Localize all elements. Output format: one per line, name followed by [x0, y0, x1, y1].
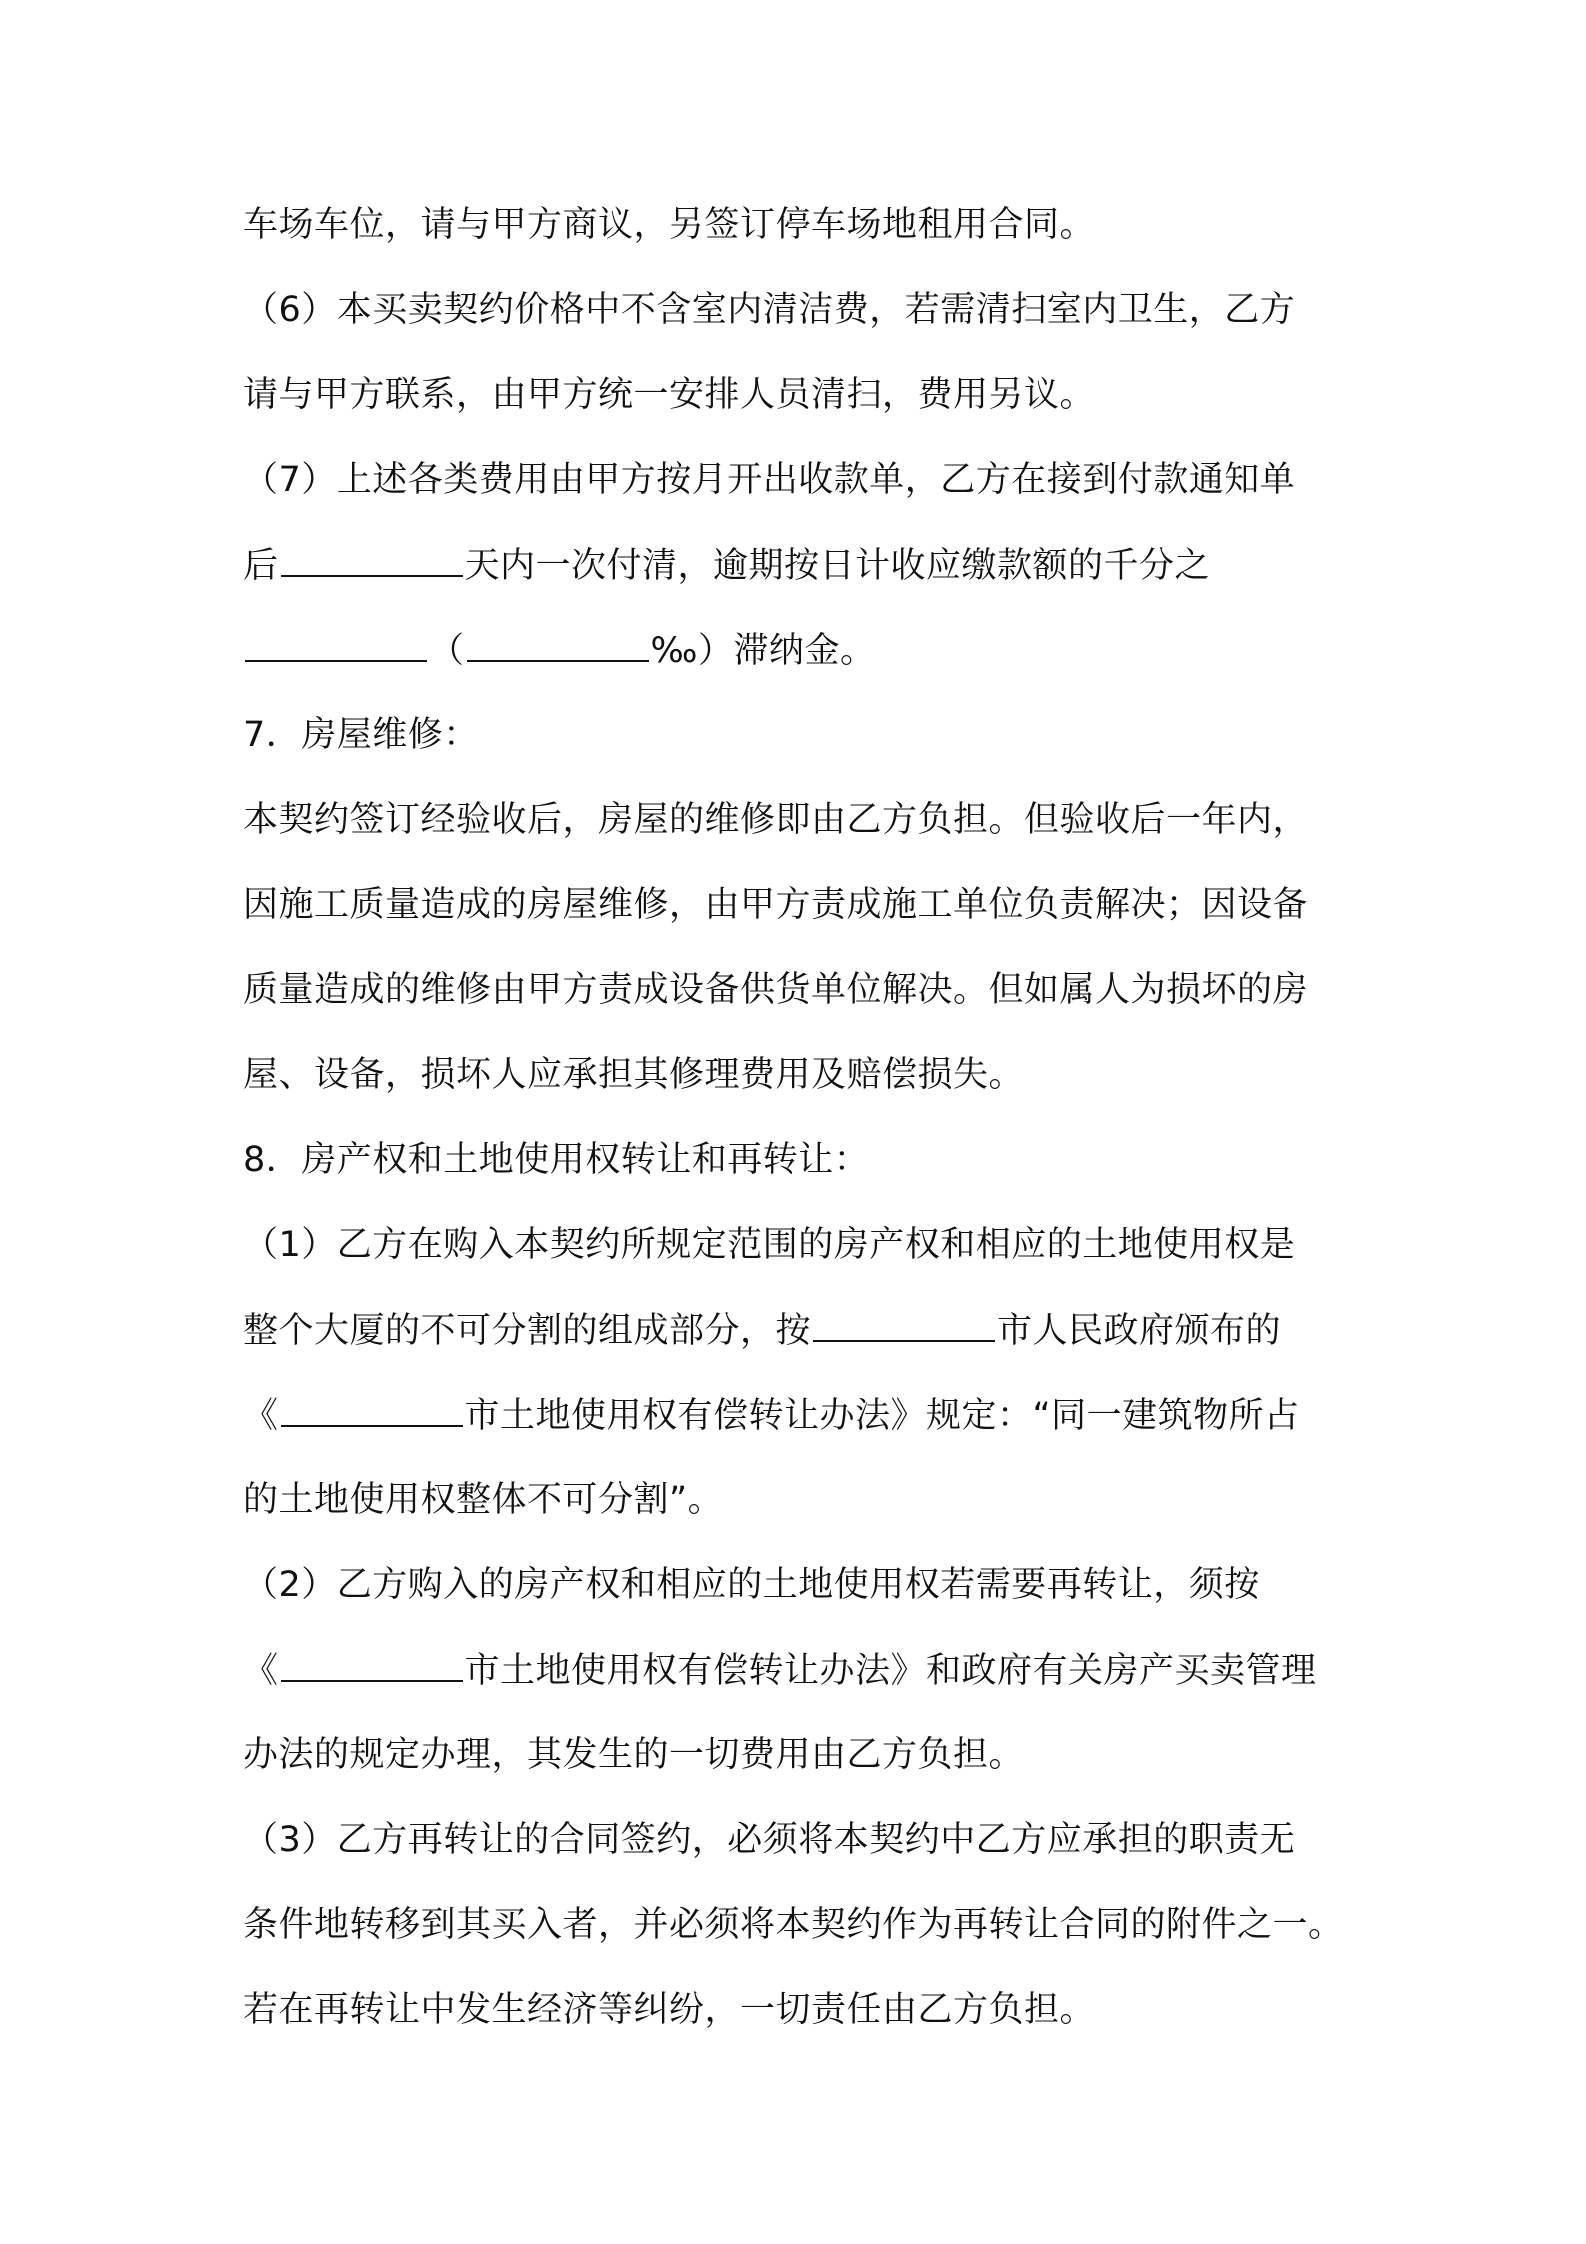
- clause-6-line-2: 请与甲方联系，由甲方统一安排人员清扫，费用另议。: [243, 375, 1096, 415]
- text-segment: 整个大厦的不可分割的组成部分，按: [243, 1311, 812, 1351]
- clause-7-line-3: [243, 630, 875, 670]
- section-7-line-2: 因施工质量造成的房屋维修，由甲方责成施工单位负责解决；因设备: [243, 885, 1309, 925]
- clause-8-2-line-2: [243, 1650, 1317, 1690]
- blank-rate: [245, 630, 427, 662]
- blank-permille: [467, 630, 649, 662]
- clause-7-line-1: （7）上述各类费用由甲方按月开出收款单，乙方在接到付款通知单: [243, 460, 1296, 500]
- text-segment: 《: [243, 1651, 279, 1691]
- blank-city: [281, 1395, 463, 1427]
- clause-8-2-line-1: （2）乙方购入的房产权和相应的土地使用权若需要再转让，须按: [243, 1565, 1260, 1605]
- clause-8-1-line-3: [243, 1395, 1300, 1435]
- section-7-line-4: 屋、设备，损坏人应承担其修理费用及赔偿损失。: [243, 1055, 1025, 1095]
- clause-8-2-line-3: 办法的规定办理，其发生的一切费用由乙方负担。: [243, 1735, 1025, 1775]
- clause-8-1-line-2: [243, 1310, 1281, 1350]
- text-segment: 天内一次付清，逾期按日计收应缴款额的千分之: [464, 546, 1211, 586]
- clause-8-1-line-1: （1）乙方在购入本契约所规定范围的房产权和相应的土地使用权是: [243, 1225, 1296, 1265]
- clause-8-3-line-1: （3）乙方再转让的合同签约，必须将本契约中乙方应承担的职责无: [243, 1820, 1296, 1860]
- text-segment: 《: [243, 1396, 279, 1436]
- text-segment: 市人民政府颁布的: [997, 1311, 1282, 1351]
- text-segment: ‰）滞纳金。: [650, 631, 876, 671]
- text-segment: 市土地使用权有偿转让办法》规定：“同一建筑物所占: [464, 1396, 1300, 1436]
- blank-city: [813, 1310, 995, 1342]
- section-8-heading: 8．房产权和土地使用权转让和再转让：: [243, 1140, 870, 1180]
- section-7-line-3: 质量造成的维修由甲方责成设备供货单位解决。但如属人为损坏的房: [243, 970, 1309, 1010]
- clause-8-1-line-4: 的土地使用权整体不可分割”。: [243, 1480, 724, 1520]
- clause-8-3-line-3: 若在再转让中发生经济等纠纷，一切责任由乙方负担。: [243, 1990, 1096, 2030]
- text-line-1: 车场车位，请与甲方商议，另签订停车场地租用合同。: [243, 205, 1096, 245]
- text-segment: 后: [243, 546, 279, 586]
- clause-8-3-line-2: 条件地转移到其买入者，并必须将本契约作为再转让合同的附件之一。: [243, 1905, 1344, 1945]
- text-segment: （: [429, 631, 465, 671]
- clause-7-line-2: [243, 545, 1210, 585]
- blank-days: [281, 545, 463, 577]
- text-segment: 市土地使用权有偿转让办法》和政府有关房产买卖管理: [464, 1651, 1317, 1691]
- blank-city: [281, 1650, 463, 1682]
- section-7-heading: 7．房屋维修：: [243, 715, 479, 755]
- section-7-line-1: 本契约签订经验收后，房屋的维修即由乙方负担。但验收后一年内，: [243, 800, 1309, 840]
- clause-6-line-1: （6）本买卖契约价格中不含室内清洁费，若需清扫室内卫生，乙方: [243, 290, 1296, 330]
